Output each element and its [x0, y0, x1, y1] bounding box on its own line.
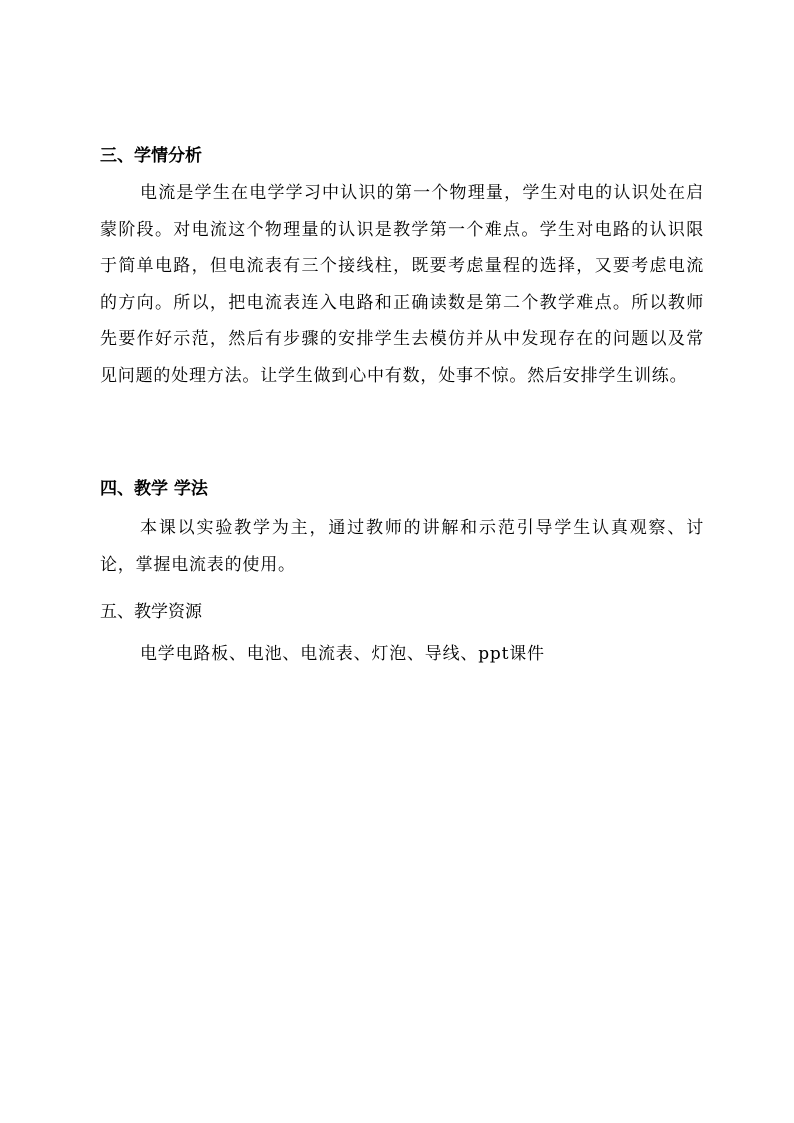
paragraph-teaching-resources: 电学电路板、电池、电流表、灯泡、导线、ppt课件: [140, 644, 545, 664]
section-heading-teaching-methods: 四、教学 学法: [100, 479, 208, 499]
paragraph-teaching-methods: 本课以实验教学为主，通过教师的讲解和示范引导学生认真观察、讨论，掌握电流表的使用。: [100, 518, 704, 575]
section-heading-student-analysis: 三、学情分析: [100, 146, 202, 166]
paragraph-student-analysis: 电流是学生在电学学习中认识的第一个物理量，学生对电的认识处在启蒙阶段。对电流这个物理量的认识是教学第一个难点。学生对电路的认识限于简单电路，但电流表有三个接线柱，既要考虑量程的选择，又要考虑电流的方向。所以，把电流表连入电路和正确读数是第二个教学难点。所以教师先要作好示范，然后有步骤的安排学生去模仿并从中发现存在的问题以及常见问题的处理方法。让学生做到心中有数，处事不惊。然后安排学生训练。: [100, 183, 704, 386]
section-heading-teaching-resources: 五、教学资源: [100, 602, 202, 622]
